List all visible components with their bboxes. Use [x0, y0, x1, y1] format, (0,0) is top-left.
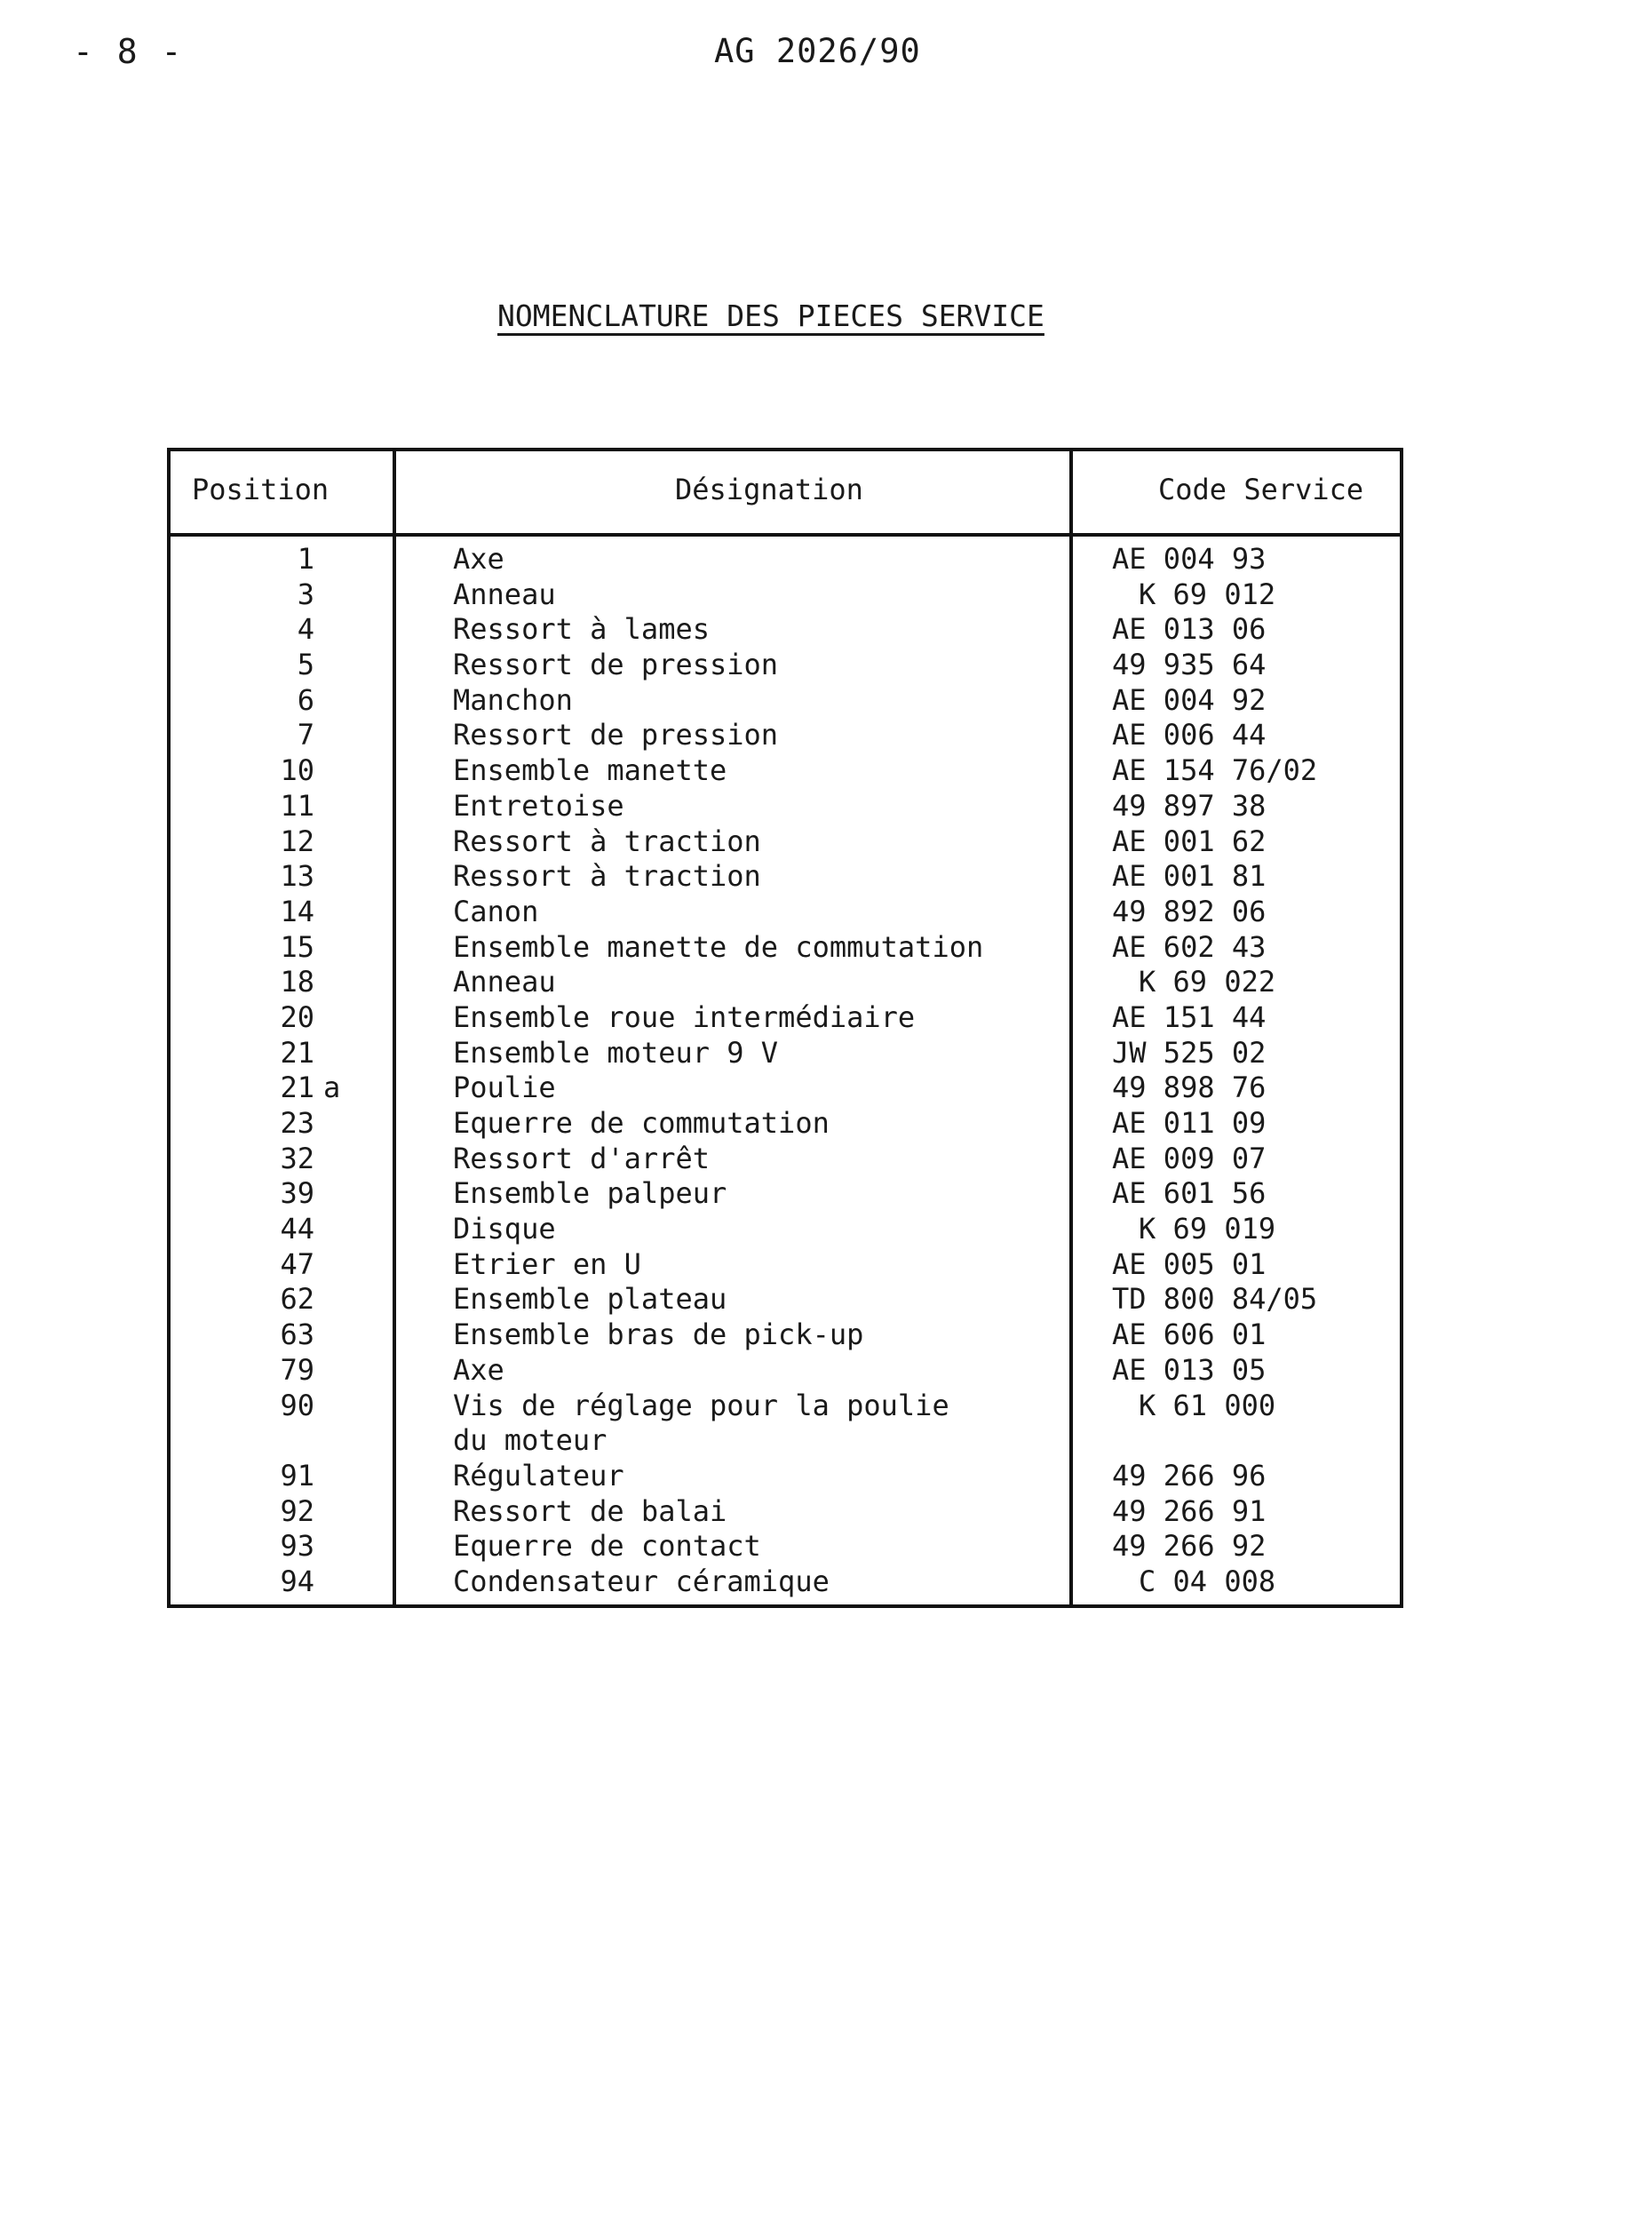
row-position-number: 18	[280, 965, 314, 999]
row-code-service: AE 005 01	[1112, 1246, 1267, 1281]
row-position-number: 44	[280, 1212, 314, 1246]
row-position	[243, 1000, 314, 1034]
row-code-service: AE 151 44	[1112, 999, 1267, 1034]
row-position-number: 20	[280, 999, 314, 1034]
row-code-service: 49 898 76	[1112, 1071, 1267, 1105]
table-row	[171, 1423, 1400, 1459]
row-code-service: AE 006 44	[1112, 718, 1267, 752]
row-code-service: AE 004 92	[1112, 682, 1267, 717]
table-row	[171, 1036, 1400, 1071]
row-position	[243, 895, 314, 928]
row-designation: Condensateur céramique	[453, 1564, 830, 1598]
table-row	[171, 1494, 1400, 1530]
row-code-service: 49 935 64	[1112, 648, 1267, 682]
column-header-designation: Désignation	[675, 473, 863, 506]
row-position	[243, 789, 314, 823]
row-position-number: 63	[280, 1317, 314, 1352]
table-row	[171, 1176, 1400, 1212]
row-position-number: 39	[280, 1176, 314, 1211]
row-designation: Ressort à lames	[453, 612, 710, 647]
row-designation: Equerre de commutation	[453, 1106, 830, 1140]
row-position-number: 15	[280, 929, 314, 964]
column-header-code: Code Service	[1158, 473, 1364, 506]
row-designation: Canon	[453, 894, 539, 928]
row-code-service: AE 606 01	[1112, 1317, 1267, 1352]
row-position-number: 94	[280, 1564, 314, 1598]
table-row	[171, 895, 1400, 930]
row-position-number: 21	[280, 1071, 314, 1105]
row-code-service: K 69 019	[1139, 1212, 1276, 1246]
row-position	[243, 1459, 314, 1493]
table-row	[171, 648, 1400, 683]
row-position-number: 10	[280, 753, 314, 788]
table-row	[171, 753, 1400, 789]
row-position-number: 4	[297, 612, 314, 647]
table-row	[171, 1529, 1400, 1564]
row-designation: Disque	[453, 1212, 556, 1246]
header-divider	[171, 533, 1400, 537]
row-designation: Ressort de balai	[453, 1493, 727, 1528]
row-position-number: 6	[297, 682, 314, 717]
table-row	[171, 1564, 1400, 1600]
row-position	[243, 1106, 314, 1140]
table-row	[171, 1282, 1400, 1317]
row-designation: Etrier en U	[453, 1246, 641, 1281]
row-code-service: AE 001 81	[1112, 859, 1267, 894]
row-position-number: 21	[280, 1035, 314, 1070]
table-row	[171, 1142, 1400, 1177]
row-designation: Ensemble moteur 9 V	[453, 1035, 779, 1070]
row-code-service: 49 266 92	[1112, 1529, 1267, 1564]
row-code-service: JW 525 02	[1112, 1035, 1267, 1070]
row-position-number: 47	[280, 1246, 314, 1281]
table-row	[171, 612, 1400, 648]
row-code-service: AE 009 07	[1112, 1141, 1267, 1175]
row-position	[243, 930, 314, 964]
page-title: NOMENCLATURE DES PIECES SERVICE	[497, 299, 1044, 333]
row-designation: Ensemble manette	[453, 753, 727, 788]
row-code-service: AE 013 06	[1112, 612, 1267, 647]
table-row	[171, 1389, 1400, 1424]
table-row	[171, 1106, 1400, 1142]
row-position	[243, 1353, 314, 1387]
table-row	[171, 577, 1400, 613]
row-position	[243, 1564, 314, 1598]
row-position-number: 1	[297, 542, 314, 576]
row-code-service: 49 266 96	[1112, 1458, 1267, 1493]
table-row	[171, 789, 1400, 824]
row-designation: Ensemble bras de pick-up	[453, 1317, 864, 1352]
row-position	[243, 1142, 314, 1175]
table-row	[171, 1317, 1400, 1353]
row-designation: Anneau	[453, 965, 556, 999]
row-designation: Poulie	[453, 1071, 556, 1105]
table-row	[171, 718, 1400, 753]
row-position-number: 14	[280, 894, 314, 928]
row-position-number: 92	[280, 1493, 314, 1528]
row-code-service: 49 897 38	[1112, 788, 1267, 823]
row-position	[243, 1494, 314, 1528]
row-designation: Axe	[453, 542, 504, 576]
row-code-service: AE 001 62	[1112, 824, 1267, 858]
row-position	[243, 1317, 314, 1351]
row-designation: Ensemble palpeur	[453, 1176, 727, 1211]
row-position-number: 91	[280, 1458, 314, 1493]
table-row	[171, 683, 1400, 719]
row-position-number: 3	[297, 577, 314, 611]
row-code-service: K 61 000	[1139, 1388, 1276, 1422]
parts-table	[167, 448, 1403, 1608]
row-designation: Equerre de contact	[453, 1529, 761, 1564]
row-position	[243, 718, 314, 752]
row-code-service: AE 013 05	[1112, 1352, 1267, 1387]
row-code-service: 49 892 06	[1112, 894, 1267, 928]
row-position-number: 93	[280, 1529, 314, 1564]
row-designation: Entretoise	[453, 788, 624, 823]
row-position	[243, 542, 314, 576]
table-row	[171, 1000, 1400, 1036]
row-designation: Ressort de pression	[453, 648, 779, 682]
row-designation: Ressort d'arrêt	[453, 1141, 710, 1175]
row-position-number: 12	[280, 824, 314, 858]
table-body	[171, 542, 1400, 1600]
row-position-number: 7	[297, 718, 314, 752]
table-row	[171, 1353, 1400, 1389]
row-position	[243, 1529, 314, 1563]
table-row	[171, 1212, 1400, 1247]
row-designation: Axe	[453, 1352, 504, 1387]
row-position	[243, 965, 314, 999]
row-position-suffix: a	[323, 1071, 341, 1105]
table-row	[171, 1071, 1400, 1106]
row-designation: Ressort à traction	[453, 859, 761, 894]
row-designation: Ressort de pression	[453, 718, 779, 752]
row-position	[243, 1247, 314, 1281]
table-row	[171, 859, 1400, 895]
row-position	[243, 824, 314, 858]
row-designation: Régulateur	[453, 1458, 624, 1493]
column-header-position: Position	[192, 473, 330, 506]
table-row	[171, 1459, 1400, 1494]
row-designation: du moteur	[453, 1423, 608, 1458]
row-designation: Ensemble manette de commutation	[453, 929, 984, 964]
row-code-service: TD 800 84/05	[1112, 1282, 1318, 1317]
row-position	[243, 859, 314, 893]
row-designation: Anneau	[453, 577, 556, 611]
row-designation: Ressort à traction	[453, 824, 761, 858]
table-row	[171, 930, 1400, 966]
row-code-service: AE 011 09	[1112, 1106, 1267, 1140]
row-position	[243, 1389, 314, 1422]
table-row	[171, 824, 1400, 860]
row-position-number: 11	[280, 788, 314, 823]
row-code-service: 49 266 91	[1112, 1493, 1267, 1528]
row-designation: Manchon	[453, 682, 573, 717]
document-reference: AG 2026/90	[714, 32, 921, 70]
table-row	[171, 542, 1400, 577]
table-row	[171, 965, 1400, 1000]
row-designation: Ensemble plateau	[453, 1282, 727, 1317]
row-code-service: K 69 012	[1139, 577, 1276, 611]
row-position-number: 32	[280, 1141, 314, 1175]
row-position-number: 23	[280, 1106, 314, 1140]
row-position	[243, 577, 314, 611]
row-designation: Ensemble roue intermédiaire	[453, 999, 916, 1034]
row-position	[243, 1282, 314, 1316]
row-code-service: C 04 008	[1139, 1564, 1276, 1598]
row-position	[243, 1036, 314, 1070]
row-code-service: AE 602 43	[1112, 929, 1267, 964]
row-position	[243, 683, 314, 717]
row-position	[243, 753, 314, 787]
row-code-service: K 69 022	[1139, 965, 1276, 999]
table-row	[171, 1247, 1400, 1283]
row-position	[243, 648, 314, 681]
row-code-service: AE 004 93	[1112, 542, 1267, 576]
row-position-number: 90	[280, 1388, 314, 1422]
row-position-number: 62	[280, 1282, 314, 1317]
row-position	[243, 1071, 341, 1105]
row-position	[243, 612, 314, 646]
row-position-number: 79	[280, 1352, 314, 1387]
row-position	[243, 1212, 314, 1246]
row-code-service: AE 154 76/02	[1112, 753, 1318, 788]
row-designation: Vis de réglage pour la poulie	[453, 1388, 949, 1422]
page-number: - 8 -	[73, 32, 184, 71]
row-position-number: 13	[280, 859, 314, 894]
row-code-service: AE 601 56	[1112, 1176, 1267, 1211]
row-position-number: 5	[297, 648, 314, 682]
row-position	[243, 1176, 314, 1210]
